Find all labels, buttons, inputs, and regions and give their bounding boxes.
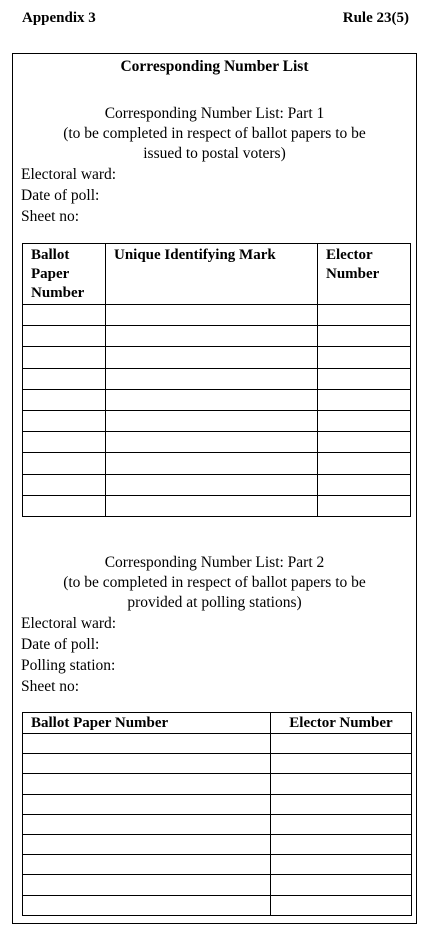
part2-table-header-row bbox=[23, 713, 412, 734]
table-cell[interactable] bbox=[23, 754, 271, 774]
table-cell[interactable] bbox=[23, 368, 106, 389]
table-cell[interactable] bbox=[23, 875, 271, 895]
table-cell[interactable] bbox=[271, 834, 412, 854]
table-row bbox=[23, 495, 411, 516]
table-cell[interactable] bbox=[106, 410, 318, 431]
table-cell[interactable] bbox=[106, 389, 318, 410]
header-elector-number: Elector Number bbox=[318, 244, 411, 305]
part2-table bbox=[22, 712, 412, 916]
part1-subheading-line1: (to be completed in respect of ballot papers to be bbox=[63, 125, 366, 142]
table-cell[interactable] bbox=[318, 495, 411, 516]
table-cell[interactable] bbox=[23, 474, 106, 495]
table-cell[interactable] bbox=[23, 895, 271, 915]
table-row bbox=[23, 347, 411, 368]
table-cell[interactable] bbox=[318, 432, 411, 453]
table-cell[interactable] bbox=[318, 389, 411, 410]
table-row bbox=[23, 432, 411, 453]
part1-field-date-of-poll: Date of poll: bbox=[21, 187, 100, 204]
table-cell[interactable] bbox=[23, 774, 271, 794]
table-cell[interactable] bbox=[271, 855, 412, 875]
table-cell[interactable] bbox=[23, 834, 271, 854]
table-row bbox=[23, 305, 411, 326]
table-cell[interactable] bbox=[271, 774, 412, 794]
part1-field-sheet-no: Sheet no: bbox=[21, 208, 80, 225]
table-cell[interactable] bbox=[106, 453, 318, 474]
part1-field-electoral-ward: Electoral ward: bbox=[21, 166, 117, 183]
table-cell[interactable] bbox=[318, 410, 411, 431]
table-cell[interactable] bbox=[23, 495, 106, 516]
part1-table-header-row bbox=[23, 244, 411, 305]
part2-field-electoral-ward: Electoral ward: bbox=[21, 615, 117, 632]
table-cell[interactable] bbox=[318, 368, 411, 389]
part2-field-sheet-no: Sheet no: bbox=[21, 678, 80, 695]
part2-field-date-of-poll: Date of poll: bbox=[21, 636, 100, 653]
table-row bbox=[23, 326, 411, 347]
table-cell[interactable] bbox=[318, 347, 411, 368]
table-cell[interactable] bbox=[23, 453, 106, 474]
table-row bbox=[23, 474, 411, 495]
table-row bbox=[23, 754, 412, 774]
table-cell[interactable] bbox=[318, 326, 411, 347]
table-cell[interactable] bbox=[23, 326, 106, 347]
part2-fields bbox=[21, 613, 116, 697]
table-cell[interactable] bbox=[23, 814, 271, 834]
table-cell[interactable] bbox=[23, 410, 106, 431]
part1-subheading-line2: issued to postal voters) bbox=[143, 145, 286, 162]
table-cell[interactable] bbox=[271, 754, 412, 774]
table-row bbox=[23, 814, 412, 834]
part1-table bbox=[22, 243, 411, 517]
rule-label: Rule 23(5) bbox=[342, 10, 409, 26]
table-cell[interactable] bbox=[23, 432, 106, 453]
table-cell[interactable] bbox=[271, 875, 412, 895]
table-cell[interactable] bbox=[106, 495, 318, 516]
header-ballot-paper-number: Ballot Paper Number bbox=[23, 713, 271, 734]
form-frame bbox=[12, 53, 417, 924]
form-title: Corresponding Number List bbox=[120, 58, 309, 75]
header-elector-number: Elector Number bbox=[271, 713, 412, 734]
table-cell[interactable] bbox=[106, 432, 318, 453]
header-ballot-paper-number: Ballot Paper Number bbox=[23, 244, 106, 305]
part2-heading: Corresponding Number List: Part 2 bbox=[104, 554, 325, 571]
table-cell[interactable] bbox=[271, 734, 412, 754]
table-cell[interactable] bbox=[106, 368, 318, 389]
part2-subheading-line1: (to be completed in respect of ballot papers to be bbox=[63, 574, 366, 591]
table-cell[interactable] bbox=[271, 814, 412, 834]
table-cell[interactable] bbox=[106, 305, 318, 326]
appendix-label: Appendix 3 bbox=[22, 10, 96, 26]
table-cell[interactable] bbox=[23, 855, 271, 875]
table-row bbox=[23, 855, 412, 875]
table-cell[interactable] bbox=[23, 305, 106, 326]
part1-heading: Corresponding Number List: Part 1 bbox=[104, 105, 325, 122]
table-cell[interactable] bbox=[318, 474, 411, 495]
table-row bbox=[23, 794, 412, 814]
table-row bbox=[23, 834, 412, 854]
table-row bbox=[23, 875, 412, 895]
table-row bbox=[23, 410, 411, 431]
table-cell[interactable] bbox=[23, 347, 106, 368]
table-cell[interactable] bbox=[106, 474, 318, 495]
table-cell[interactable] bbox=[318, 453, 411, 474]
header-unique-identifying-mark: Unique Identifying Mark bbox=[106, 244, 318, 305]
table-row bbox=[23, 895, 412, 915]
table-row bbox=[23, 389, 411, 410]
table-cell[interactable] bbox=[106, 326, 318, 347]
table-row bbox=[23, 453, 411, 474]
table-cell[interactable] bbox=[23, 794, 271, 814]
table-cell[interactable] bbox=[23, 389, 106, 410]
table-cell[interactable] bbox=[106, 347, 318, 368]
table-cell[interactable] bbox=[23, 734, 271, 754]
table-cell[interactable] bbox=[271, 895, 412, 915]
part1-fields bbox=[21, 164, 116, 227]
part2-subheading-line2: provided at polling stations) bbox=[127, 594, 302, 611]
table-row bbox=[23, 368, 411, 389]
table-row bbox=[23, 774, 412, 794]
table-cell[interactable] bbox=[318, 305, 411, 326]
table-row bbox=[23, 734, 412, 754]
part2-field-polling-station: Polling station: bbox=[21, 657, 116, 674]
table-cell[interactable] bbox=[271, 794, 412, 814]
